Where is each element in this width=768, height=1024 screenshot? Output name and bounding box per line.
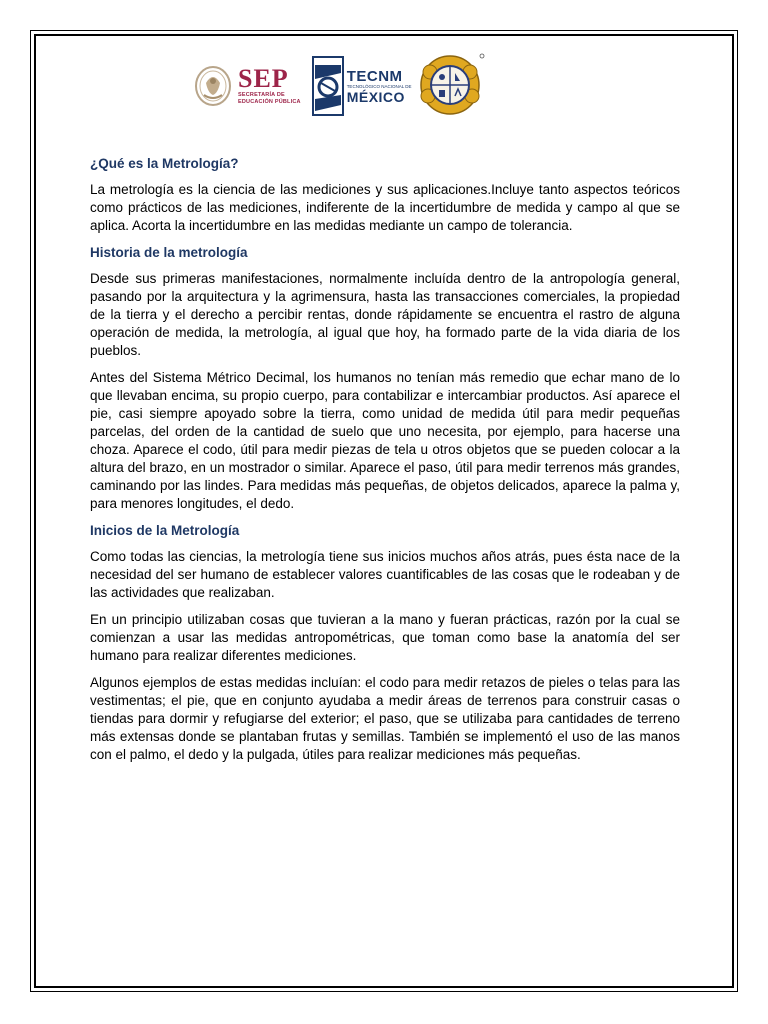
tecnm-emblem-icon bbox=[311, 55, 345, 117]
tecnm-subtitle: TECNOLÓGICO NACIONAL DE bbox=[346, 83, 412, 89]
section-heading-historia: Historia de la metrología bbox=[90, 245, 248, 260]
tecnm-logo bbox=[311, 55, 412, 117]
sep-logo bbox=[194, 50, 301, 122]
tecnm-country: MÉXICO bbox=[346, 88, 405, 105]
sep-line2: EDUCACIÓN PÚBLICA bbox=[238, 99, 301, 105]
header-logos bbox=[194, 50, 486, 122]
paragraph: La metrología es la ciencia de las mediciones y sus aplicaciones.Incluye tanto aspectos teóricos como prácticos de las mediciones, indiferente de la incertidumbre de medida y campo al que se aplica. Acorta la incertidumbre en las medidas mediante un campo de tolerancia. bbox=[90, 182, 680, 233]
paragraph: En un principio utilizaban cosas que tuvieran a la mano y fueran prácticas, razón por la cual se comienzan a usar las medidas antropométricas, que toman como base la anatomía del ser humano para realizar diferentes mediciones. bbox=[90, 612, 680, 663]
paragraph: Antes del Sistema Métrico Decimal, los humanos no tenían más remedio que echar mano de lo que llevaban encima, su propio cuerpo, para contabilizar e intercambiar productos. Así aparece el pie, casi siempre apoyado sobre la tierra, como unidad de medida útil para medir pequeñas parcelas, del orden de la cantidad de suelo que uno necesita, por ejemplo, para hacerse una choza. Aparece el codo, útil para medir piezas de tela u otros objetos que se pueden colocar a la altura del brazo, en un mostrador o similar. Aparece el paso, útil para medir terrenos más grandes, caminando por las lindes. Para medidas más pequeñas, de objetos delicados, aparece la palma y, para menores longitudes, el dedo. bbox=[90, 370, 680, 511]
document-body bbox=[90, 155, 680, 773]
paragraph: Como todas las ciencias, la metrología tiene sus inicios muchos años atrás, pues ésta nace de la necesidad del ser humano de establecer valores cuantificables de las cosas que le rodeaban y de las actividades que realizaban. bbox=[90, 549, 680, 600]
sep-brand: SEP bbox=[238, 64, 289, 93]
section-heading-inicios: Inicios de la Metrología bbox=[90, 523, 240, 538]
institute-logo bbox=[416, 50, 486, 123]
institute-emblem-icon bbox=[416, 50, 486, 118]
paragraph: Desde sus primeras manifestaciones, normalmente incluída dentro de la antropología general, pasando por la arquitectura y la agrimensura, hasta las transacciones comerciales, la propiedad de la tierra y el derecho a percibir rentas, donde rápidamente se encuentra el rastro de alguna operación de medida, la metrología, al igual que hoy, ha formado parte de la vida diaria de los pueblos. bbox=[90, 271, 680, 358]
tecnm-wordmark bbox=[347, 69, 412, 104]
mexico-coat-of-arms-icon bbox=[194, 63, 232, 109]
section-heading-que-es: ¿Qué es la Metrología? bbox=[90, 156, 239, 171]
paragraph: Algunos ejemplos de estas medidas incluían: el codo para medir retazos de pieles o telas para las vestimentas; el pie, que en conjunto ayudaba a medir áreas de terrenos para construir casas o tiendas para dormir y refugiarse del exterior; el paso, que se utilizaba para cantidades de terreno más extensas donde se plantaban frutas y semillas. También se implementó el uso de las manos con el palmo, el dedo y la pulgada, útiles para realizar mediciones más pequeñas. bbox=[90, 675, 680, 762]
tecnm-brand: TECNM bbox=[346, 67, 403, 85]
sep-line1: SECRETARÍA DE bbox=[238, 92, 285, 98]
sep-wordmark bbox=[238, 66, 301, 106]
